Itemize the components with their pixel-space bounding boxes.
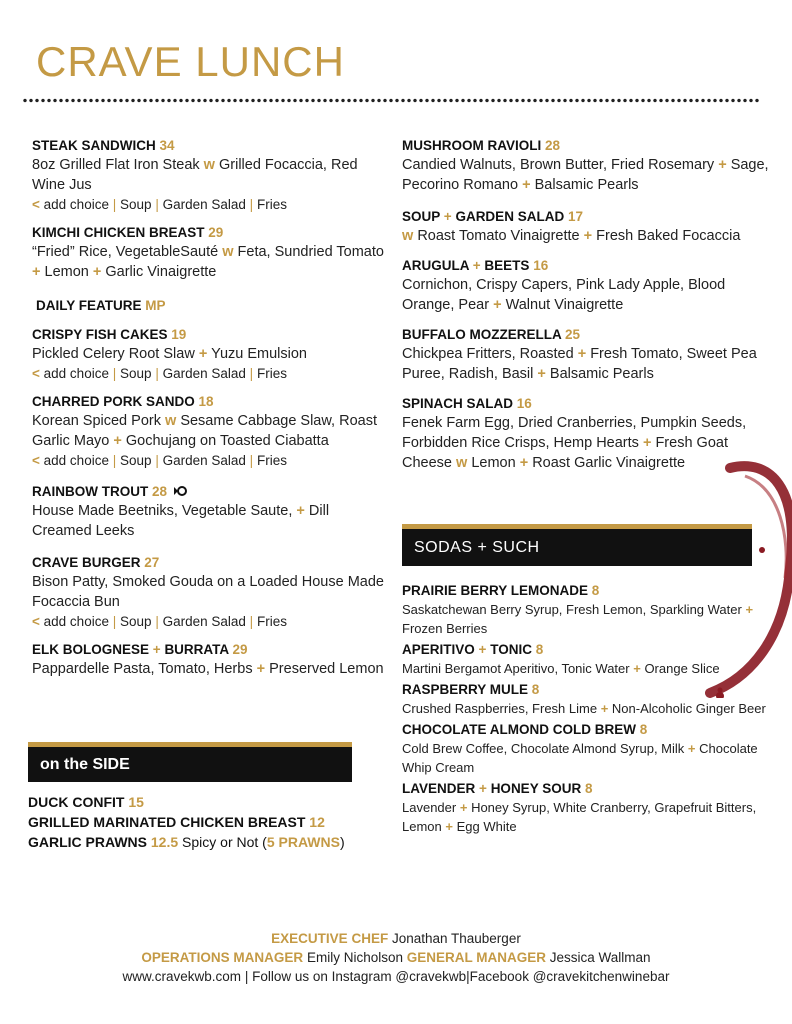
- plus-mark: +: [296, 503, 305, 519]
- plus-mark: +: [687, 741, 696, 756]
- item-desc: Bison Patty, Smoked Gouda on a Loaded House Made Focaccia Bun: [32, 574, 384, 610]
- choice-text: Soup: [120, 614, 152, 629]
- choice-arrow: <: [32, 366, 40, 381]
- plus-mark: +: [459, 800, 468, 815]
- item-price: 18: [198, 394, 214, 409]
- menu-item: [32, 325, 392, 383]
- item-name: GARDEN SALAD: [455, 209, 565, 224]
- item-desc: Balsamic Pearls: [534, 177, 639, 193]
- menu-item: [32, 640, 392, 679]
- page-title: CRAVE LUNCH: [36, 38, 345, 85]
- footer-line-1: [0, 929, 792, 948]
- ocean-wise-icon: [174, 485, 188, 497]
- item-name: CHARRED PORK SANDO: [32, 394, 195, 409]
- plus-mark: +: [577, 346, 587, 362]
- item-desc: Korean Spiced Pork: [32, 413, 161, 429]
- item-price: 16: [516, 396, 532, 411]
- item-desc: 8oz Grilled Flat Iron Steak: [32, 157, 200, 173]
- side-item: [28, 812, 408, 832]
- item-name: GARLIC PRAWNS: [28, 834, 147, 850]
- footer: [0, 929, 792, 986]
- item-price: 17: [567, 209, 583, 224]
- item-price: MP: [145, 298, 166, 313]
- sep: |: [112, 614, 117, 629]
- item-desc: Garlic Vinaigrette: [105, 264, 217, 280]
- item-name: APERITIVO: [402, 642, 475, 657]
- right-menu-column: [402, 136, 772, 482]
- plus-mark: +: [445, 819, 453, 834]
- plus-mark: +: [256, 661, 266, 677]
- choice-text: Garden Salad: [162, 366, 246, 381]
- item-price: 16: [533, 258, 549, 273]
- item-desc: Fresh Tomato, Sweet Pea Puree, Radish, Basil: [402, 346, 757, 382]
- plus-mark: +: [479, 781, 487, 796]
- item-desc: Pickled Celery Root Slaw: [32, 346, 195, 362]
- wine-stain-graphic: [690, 448, 792, 698]
- item-price: 12: [309, 814, 325, 830]
- choice-text: add choice: [43, 614, 109, 629]
- item-name: BUFFALO MOZZERELLA: [402, 327, 562, 342]
- item-desc: Lemon: [471, 455, 516, 471]
- plus-mark: +: [642, 435, 652, 451]
- item-desc: Lavender: [402, 800, 457, 815]
- plus-mark: +: [537, 366, 546, 382]
- item-name: PRAIRIE BERRY LEMONADE: [402, 583, 589, 598]
- item-desc: Pappardelle Pasta, Tomato, Herbs: [32, 661, 253, 677]
- item-name: SPINACH SALAD: [402, 396, 514, 411]
- item-desc: Sesame Cabbage Slaw, Roast Garlic Mayo: [32, 413, 377, 449]
- add-choice-line: [32, 612, 392, 631]
- item-desc: Grilled Focaccia, Red Wine Jus: [32, 157, 358, 193]
- item-note: Spicy or Not (: [182, 834, 267, 850]
- item-name: BURRATA: [164, 642, 229, 657]
- item-price: 34: [159, 138, 175, 153]
- item-desc: House Made Beetniks, Vegetable Saute,: [32, 503, 293, 519]
- menu-item: [36, 296, 392, 315]
- choice-text: Garden Salad: [162, 614, 246, 629]
- gm-label: GENERAL MANAGER: [406, 950, 547, 965]
- plus-mark: +: [745, 602, 754, 617]
- choice-arrow: <: [32, 197, 40, 212]
- item-desc: Chocolate Whip Cream: [402, 741, 758, 775]
- plus-mark: +: [92, 264, 102, 280]
- plus-mark: +: [32, 264, 41, 280]
- item-name: KIMCHI CHICKEN BREAST: [32, 225, 205, 240]
- item-desc: Roast Tomato Vinaigrette: [417, 228, 580, 244]
- gm-name: Jessica Wallman: [549, 950, 651, 965]
- plus-mark: +: [583, 228, 593, 244]
- sep: |: [155, 453, 159, 468]
- choice-text: add choice: [43, 366, 109, 381]
- item-price: 15: [128, 794, 144, 810]
- item-desc: Frozen Berries: [402, 621, 488, 636]
- item-note-end: ): [339, 834, 345, 850]
- choice-arrow: <: [32, 614, 40, 629]
- item-name: DUCK CONFIT: [28, 794, 125, 810]
- menu-item: [402, 720, 772, 777]
- item-desc: Gochujang on Toasted Ciabatta: [125, 433, 329, 449]
- item-price: 8: [584, 781, 593, 796]
- left-menu-column: [32, 136, 392, 688]
- menu-item: [32, 553, 392, 631]
- item-price: 8: [591, 583, 600, 598]
- sep: |: [249, 614, 254, 629]
- sep: |: [112, 366, 117, 381]
- with-mark: w: [222, 244, 234, 260]
- sep: |: [155, 614, 159, 629]
- item-desc: “Fried” Rice, VegetableSauté: [32, 244, 219, 260]
- item-desc: Sage, Pecorino Romano: [402, 157, 769, 193]
- choice-text: Fries: [256, 614, 287, 629]
- item-desc: Non-Alcoholic Ginger Beer: [611, 701, 766, 716]
- plus-mark: +: [493, 297, 502, 313]
- menu-item: [32, 223, 392, 282]
- item-name: SOUP: [402, 209, 441, 224]
- item-name: TONIC: [490, 642, 532, 657]
- footer-line-3: [0, 967, 792, 986]
- item-name: CHOCOLATE ALMOND COLD BREW: [402, 722, 636, 737]
- item-price: 19: [171, 327, 187, 342]
- menu-item: [32, 392, 392, 470]
- item-name: BEETS: [484, 258, 530, 273]
- choice-text: Garden Salad: [162, 197, 246, 212]
- website-link[interactable]: www.cravekwb.com: [122, 969, 242, 984]
- item-desc: Walnut Vinaigrette: [505, 297, 624, 313]
- item-name: CRISPY FISH CAKES: [32, 327, 168, 342]
- menu-item: [32, 136, 392, 214]
- choice-text: Fries: [256, 453, 287, 468]
- sep: |: [244, 969, 249, 984]
- item-price: 27: [144, 555, 160, 570]
- plus-mark: +: [633, 661, 641, 676]
- choice-text: Soup: [120, 453, 152, 468]
- choice-text: Garden Salad: [162, 453, 246, 468]
- item-price: 29: [208, 225, 224, 240]
- sep: |: [112, 453, 117, 468]
- item-desc: Egg White: [456, 819, 517, 834]
- sodas-banner: SODAS + SUCH: [402, 524, 752, 566]
- menu-item: [402, 779, 772, 836]
- plus-mark: +: [600, 701, 609, 716]
- facebook-link[interactable]: Facebook @cravekitchenwinebar: [469, 969, 670, 984]
- side-banner: on the SIDE: [28, 742, 352, 782]
- plus-mark: +: [113, 433, 122, 449]
- item-name: LAVENDER: [402, 781, 476, 796]
- item-price: 25: [565, 327, 581, 342]
- plus-mark: +: [519, 455, 529, 471]
- plus-mark: +: [718, 157, 727, 173]
- item-desc: Yuzu Emulsion: [211, 346, 307, 362]
- item-desc: Honey Syrup, White Cranberry, Grapefruit Bitters, Lemon: [402, 800, 757, 834]
- item-price: 28: [152, 484, 168, 499]
- menu-item: [402, 325, 772, 384]
- with-mark: w: [456, 455, 468, 471]
- item-name: RASPBERRY MULE: [402, 682, 529, 697]
- item-desc: Candied Walnuts, Brown Butter, Fried Rosemary: [402, 157, 715, 173]
- choice-text: add choice: [43, 453, 109, 468]
- item-price: 12.5: [150, 834, 179, 850]
- sep: |: [112, 197, 117, 212]
- item-name: DAILY FEATURE: [36, 298, 142, 313]
- sep: |: [249, 453, 254, 468]
- item-name: CRAVE BURGER: [32, 555, 141, 570]
- plus-mark: +: [443, 209, 452, 224]
- item-price: 28: [545, 138, 561, 153]
- item-name: ELK BOLOGNESE: [32, 642, 150, 657]
- with-mark: w: [203, 157, 215, 173]
- item-name: MUSHROOM RAVIOLI: [402, 138, 542, 153]
- item-name: STEAK SANDWICH: [32, 138, 156, 153]
- side-item: [28, 832, 408, 852]
- choice-text: Fries: [256, 197, 287, 212]
- choice-arrow: <: [32, 453, 40, 468]
- item-desc: Cornichon, Crispy Capers, Pink Lady Apple, Blood Orange, Pear: [402, 277, 726, 313]
- item-desc: Preserved Lemon: [269, 661, 384, 677]
- item-desc: Roast Garlic Vinaigrette: [532, 455, 686, 471]
- dotted-divider: [22, 98, 760, 103]
- side-list: [28, 792, 408, 852]
- ops-manager-label: OPERATIONS MANAGER: [141, 950, 304, 965]
- instagram-link[interactable]: Follow us on Instagram @cravekwb: [252, 969, 467, 984]
- add-choice-line: [32, 364, 392, 383]
- exec-chef-name: Jonathan Thauberger: [391, 931, 521, 946]
- item-price: 8: [531, 682, 540, 697]
- item-name: ARUGULA: [402, 258, 469, 273]
- ops-manager-name: Emily Nicholson: [306, 950, 403, 965]
- plus-mark: +: [522, 177, 531, 193]
- choice-text: Fries: [256, 366, 287, 381]
- add-choice-line: [32, 195, 392, 214]
- plus-mark: +: [152, 642, 161, 657]
- with-mark: w: [165, 413, 177, 429]
- item-desc: Chickpea Fritters, Roasted: [402, 346, 574, 362]
- item-desc: Cold Brew Coffee, Chocolate Almond Syrup, Milk: [402, 741, 685, 756]
- item-name: RAINBOW TROUT: [32, 484, 149, 499]
- item-desc: Balsamic Pearls: [549, 366, 654, 382]
- item-name: GRILLED MARINATED CHICKEN BREAST: [28, 814, 306, 830]
- menu-item: [32, 482, 392, 541]
- choice-text: Soup: [120, 197, 152, 212]
- item-note-highlight: 5 PRAWNS: [266, 834, 340, 850]
- item-price: 8: [535, 642, 544, 657]
- sep: |: [155, 366, 159, 381]
- item-desc: Saskatchewan Berry Syrup, Fresh Lemon, Sparkling Water: [402, 602, 742, 617]
- plus-mark: +: [198, 346, 208, 362]
- item-desc: Lemon: [44, 264, 89, 280]
- item-desc: Dill Creamed Leeks: [32, 503, 330, 539]
- item-price: 29: [232, 642, 248, 657]
- sep: |: [249, 366, 254, 381]
- item-desc: Fresh Baked Focaccia: [596, 228, 741, 244]
- sep: |: [249, 197, 254, 212]
- exec-chef-label: EXECUTIVE CHEF: [271, 931, 389, 946]
- item-desc: Feta, Sundried Tomato: [237, 244, 384, 260]
- item-desc: Crushed Raspberries, Fresh Lime: [402, 701, 598, 716]
- item-desc: Fenek Farm Egg, Dried Cranberries, Pumpkin Seeds, Forbidden Rice Crisps, Hemp Hearts: [402, 415, 747, 451]
- item-desc: Martini Bergamot Aperitivo, Tonic Water: [402, 661, 630, 676]
- menu-item: [402, 136, 772, 195]
- menu-item: [402, 256, 772, 315]
- item-price: 8: [639, 722, 648, 737]
- plus-mark: +: [472, 258, 481, 273]
- footer-line-2: [0, 948, 792, 967]
- choice-text: add choice: [43, 197, 109, 212]
- side-item: [28, 792, 408, 812]
- choice-text: Soup: [120, 366, 152, 381]
- item-name: HONEY SOUR: [490, 781, 582, 796]
- plus-mark: +: [478, 642, 487, 657]
- sep: |: [466, 969, 470, 984]
- sep: |: [155, 197, 159, 212]
- with-mark: w: [402, 228, 414, 244]
- add-choice-line: [32, 451, 392, 470]
- item-desc: Fresh Goat Cheese: [402, 435, 728, 471]
- item-desc: Orange Slice: [644, 661, 720, 676]
- menu-item: [402, 207, 772, 246]
